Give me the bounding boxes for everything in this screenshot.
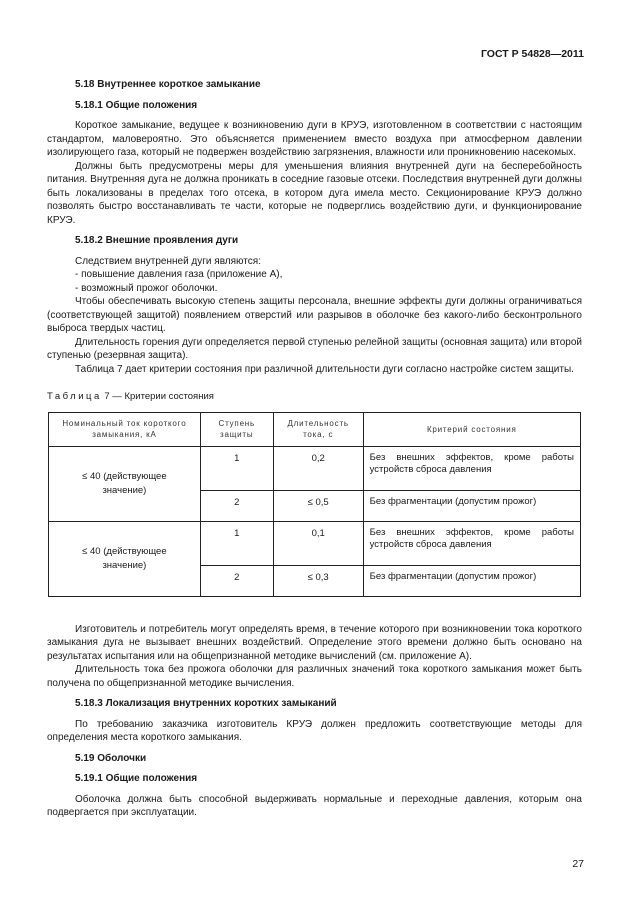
paragraph: Чтобы обеспечивать высокую степень защиты персонала, внешние эффекты дуги должны ограничиваться (соответствующей защитой) появлением отверстий или разрывов в оболочке без какого-либо бесконтрольного выброса твердых частиц. (47, 296, 582, 334)
criterion-cell: Без фрагментации (допустим прожог) (363, 565, 580, 596)
paragraph: Таблица 7 дает критерии состояния при различной длительности дуги согласно настройке систем защиты. (75, 363, 574, 375)
current-cell: ≤ 40 (действующее значение) (49, 521, 201, 596)
header-duration: Длительность тока, с (273, 412, 363, 446)
page-number: 27 (572, 858, 584, 870)
stage-cell: 2 (200, 490, 273, 521)
page-content (47, 78, 582, 820)
paragraph: По требованию заказчика изготовитель КРУЭ должен предложить соответствующие методы для определения места короткого замыкания. (47, 718, 582, 743)
section-heading-5-18: 5.18 Внутреннее короткое замыкание (75, 79, 261, 90)
table-row (49, 521, 581, 565)
paragraph: Должны быть предусмотрены меры для уменьшения влияния внутренней дуги на бесперебойность питания. Внутренняя дуга не должна проникать в соседние газовые отсеки. Последствия внутренней дуги должны быть локализованы в пределах того отсека, в котором дуга имела место. Секционирование КРУЭ должно позволять быстро восстанавливать те части, которые не подверглись воздействию дуги, и функционирование КРУЭ. (47, 160, 582, 226)
stage-cell: 1 (200, 446, 273, 490)
paragraph: Длительность горения дуги определяется первой ступенью релейной защиты (основная защита) или второй ступенью (резервная защита). (47, 336, 582, 361)
list-item: - повышение давления газа (приложение А), (75, 269, 283, 280)
stage-cell: 1 (200, 521, 273, 565)
header-current: Номинальный ток короткого замыкания, кА (49, 412, 201, 446)
duration-cell: ≤ 0,5 (273, 490, 363, 521)
table-row (49, 446, 581, 490)
header-stage: Ступень защиты (200, 412, 273, 446)
criterion-cell: Без внешних эффектов, кроме работы устройств сброса давления (363, 446, 580, 490)
criterion-cell: Без фрагментации (допустим прожог) (363, 490, 580, 521)
list-item: - возможный прожог оболочки. (75, 282, 218, 294)
standard-code: ГОСТ Р 54828—2011 (480, 48, 584, 60)
table-caption-word: Таблица (47, 391, 102, 402)
section-heading-5-19: 5.19 Оболочки (75, 752, 147, 764)
table-caption (47, 390, 582, 404)
subsection-heading-5-18-2: 5.18.2 Внешние проявления дуги (75, 235, 239, 246)
subsection-heading-5-18-1: 5.18.1 Общие положения (75, 99, 198, 111)
subsection-heading-5-19-1: 5.19.1 Общие положения (75, 773, 198, 784)
stage-cell: 2 (200, 565, 273, 596)
current-cell: ≤ 40 (действующее значение) (49, 446, 201, 521)
duration-cell: 0,2 (273, 446, 363, 490)
paragraph: Следствием внутренней дуги являются: (75, 255, 261, 267)
paragraph: Длительность тока без прожога оболочки для различных значений тока короткого замыкания может быть получена по общепризнанной методике вычисления. (47, 664, 582, 689)
paragraph: Изготовитель и потребитель могут определять время, в течение которого при возникновении тока короткого замыкания дуга не вызывает внешних воздействий. Определение этого времени должно быть основано на результатах испытания или на общепризнанной методике вычислений (см. приложение А). (47, 623, 582, 662)
criterion-cell: Без внешних эффектов, кроме работы устройств сброса давления (363, 521, 580, 565)
criteria-table (48, 412, 581, 597)
duration-cell: 0,1 (273, 521, 363, 565)
duration-cell: ≤ 0,3 (273, 565, 363, 596)
paragraph: Короткое замыкание, ведущее к возникновению дуги в КРУЭ, изготовленном в соответствии с настоящим стандартом, маловероятно. Это объясняется применением вместо воздуха при атмосферном давлении изолирующего газа, который не подвержен воздействию загрязнения, влажности или проникновению насекомых. (47, 120, 582, 158)
paragraph: Оболочка должна быть способной выдерживать нормальные и переходные давления, которым она подвергается при эксплуатации. (47, 793, 582, 818)
table-caption-text: 7 — Критерии состояния (101, 391, 214, 402)
table-header-row (49, 412, 581, 446)
subsection-heading-5-18-3: 5.18.3 Локализация внутренних коротких замыканий (75, 698, 337, 709)
header-criterion: Критерий состояния (363, 412, 580, 446)
